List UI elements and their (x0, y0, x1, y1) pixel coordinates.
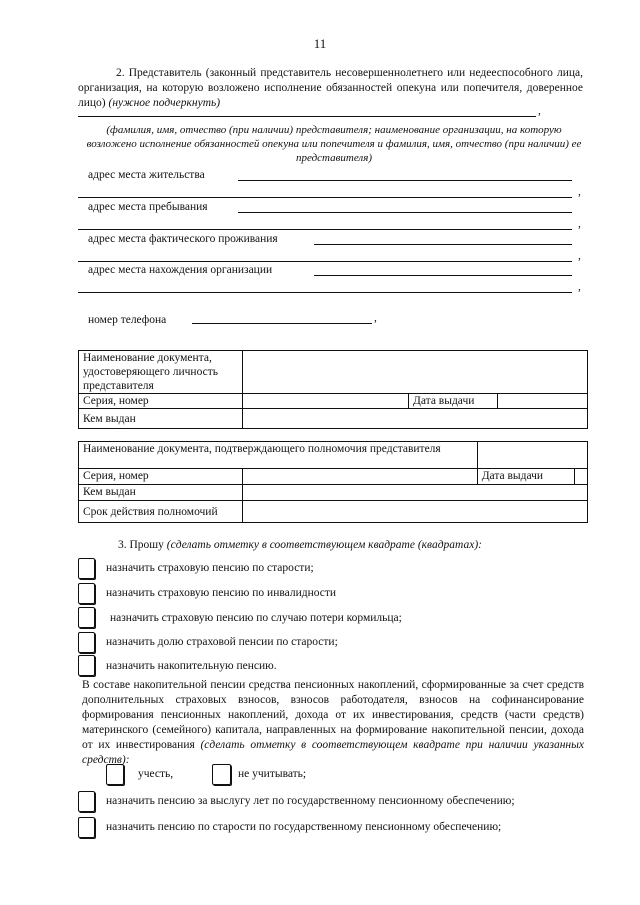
representative-intro-hint: (нужное подчеркнуть) (108, 97, 221, 109)
address-actual-line[interactable] (314, 244, 572, 245)
representative-intro (78, 66, 583, 111)
address-org-label: адрес места нахождения организации (88, 264, 273, 276)
checkbox-old-age-share[interactable] (78, 632, 95, 653)
authority-document-table (78, 441, 588, 523)
address-stay-label: адрес места пребывания (88, 201, 208, 213)
request-intro-text: 3. Прошу (118, 539, 164, 551)
address-stay-line[interactable] (238, 212, 572, 213)
savings-paragraph (82, 678, 584, 768)
authority-doc-series-label: Серия, номер (79, 469, 243, 485)
identity-doc-issued-label: Кем выдан (79, 409, 243, 429)
comma: , (374, 312, 377, 324)
representative-name-caption: (фамилия, имя, отчество (при наличии) представителя; наименование организации, на которую возложено исполнение обязанностей опекуна или попечителя и фамилия, имя, отчество (при наличии) ее представителя) (86, 124, 582, 164)
option-funded-pension: назначить накопительную пенсию. (106, 660, 277, 672)
account-label: учесть, (138, 768, 174, 780)
comma: , (578, 186, 581, 198)
identity-doc-name-label: Наименование документа, удостоверяющего личность представителя (79, 351, 243, 394)
option-survivor: назначить страховую пенсию по случаю потери кормильца; (110, 612, 402, 624)
identity-doc-date-field[interactable] (498, 394, 588, 409)
address-residence-line[interactable] (238, 180, 572, 181)
authority-doc-issued-label: Кем выдан (79, 485, 243, 501)
authority-doc-date-field[interactable] (574, 469, 587, 485)
authority-doc-series-field[interactable] (243, 469, 478, 485)
checkbox-survivor[interactable] (78, 607, 95, 628)
address-stay-line-2[interactable] (78, 229, 572, 230)
identity-doc-series-label: Серия, номер (79, 394, 243, 409)
authority-doc-date-label: Дата выдачи (477, 469, 574, 485)
option-old-age-share: назначить долю страховой пенсии по старости; (106, 636, 338, 648)
checkbox-old-age[interactable] (78, 558, 95, 579)
comma: , (538, 105, 541, 117)
address-residence-line-2[interactable] (78, 197, 572, 198)
not-account-label: не учитывать; (238, 768, 307, 780)
address-actual-label: адрес места фактического проживания (88, 233, 278, 245)
phone-line[interactable] (192, 323, 372, 324)
authority-doc-name-field[interactable] (477, 442, 587, 469)
identity-doc-series-field[interactable] (243, 394, 409, 409)
identity-doc-date-label: Дата выдачи (409, 394, 498, 409)
phone-label: номер телефона (88, 314, 167, 326)
identity-doc-name-field[interactable] (243, 351, 588, 394)
address-residence-label: адрес места жительства (88, 169, 205, 181)
option-long-service: назначить пенсию за выслугу лет по государственному пенсионному обеспечению; (106, 795, 515, 807)
address-actual-line-2[interactable] (78, 261, 572, 262)
authority-validity-label: Срок действия полномочий (79, 501, 243, 523)
identity-document-table (78, 350, 588, 429)
page-number: 11 (313, 36, 327, 51)
authority-validity-field[interactable] (243, 501, 588, 523)
request-intro-hint: (сделать отметку в соответствующем квадрате (квадратах): (166, 539, 482, 551)
identity-doc-issued-field[interactable] (243, 409, 588, 429)
address-org-line[interactable] (314, 275, 572, 276)
checkbox-not-account[interactable] (212, 764, 231, 785)
authority-doc-issued-field[interactable] (243, 485, 588, 501)
request-intro (118, 538, 482, 553)
option-state-old-age: назначить пенсию по старости по государственному пенсионному обеспечению; (106, 821, 502, 833)
authority-doc-name-label: Наименование документа, подтверждающего полномочия представителя (79, 442, 478, 469)
checkbox-long-service[interactable] (78, 791, 95, 812)
comma: , (578, 218, 581, 230)
checkbox-disability[interactable] (78, 583, 95, 604)
option-old-age: назначить страховую пенсию по старости; (106, 562, 314, 574)
checkbox-funded-pension[interactable] (78, 655, 95, 676)
comma: , (578, 250, 581, 262)
checkbox-account[interactable] (106, 764, 124, 785)
savings-text: В составе накопительной пенсии средства пенсионных накоплений, сформированные за счет средств дополнительных страховых взносов, взносов работодателя, взносов на софинансирование формирования пенсионных накоплений, дохода от их инвестирования, средств (части средств) материнского (семейного) капитала, направленных на формирование накопительной пенсии, дохода от их инвестирования (82, 679, 584, 751)
address-org-line-2[interactable] (78, 292, 572, 293)
checkbox-state-old-age[interactable] (78, 817, 95, 838)
option-disability: назначить страховую пенсию по инвалидности (106, 587, 337, 599)
savings-hint: (сделать отметку в соответствующем квадрате при наличии указанных средств): (82, 739, 584, 766)
representative-name-line[interactable] (78, 116, 536, 117)
representative-intro-text: 2. Представитель (законный представитель несовершеннолетнего или недееспособного лица, организация, на которую возложено исполнение обязанностей опекуна или попечителя, доверенное лицо) (78, 67, 583, 109)
comma: , (578, 281, 581, 293)
